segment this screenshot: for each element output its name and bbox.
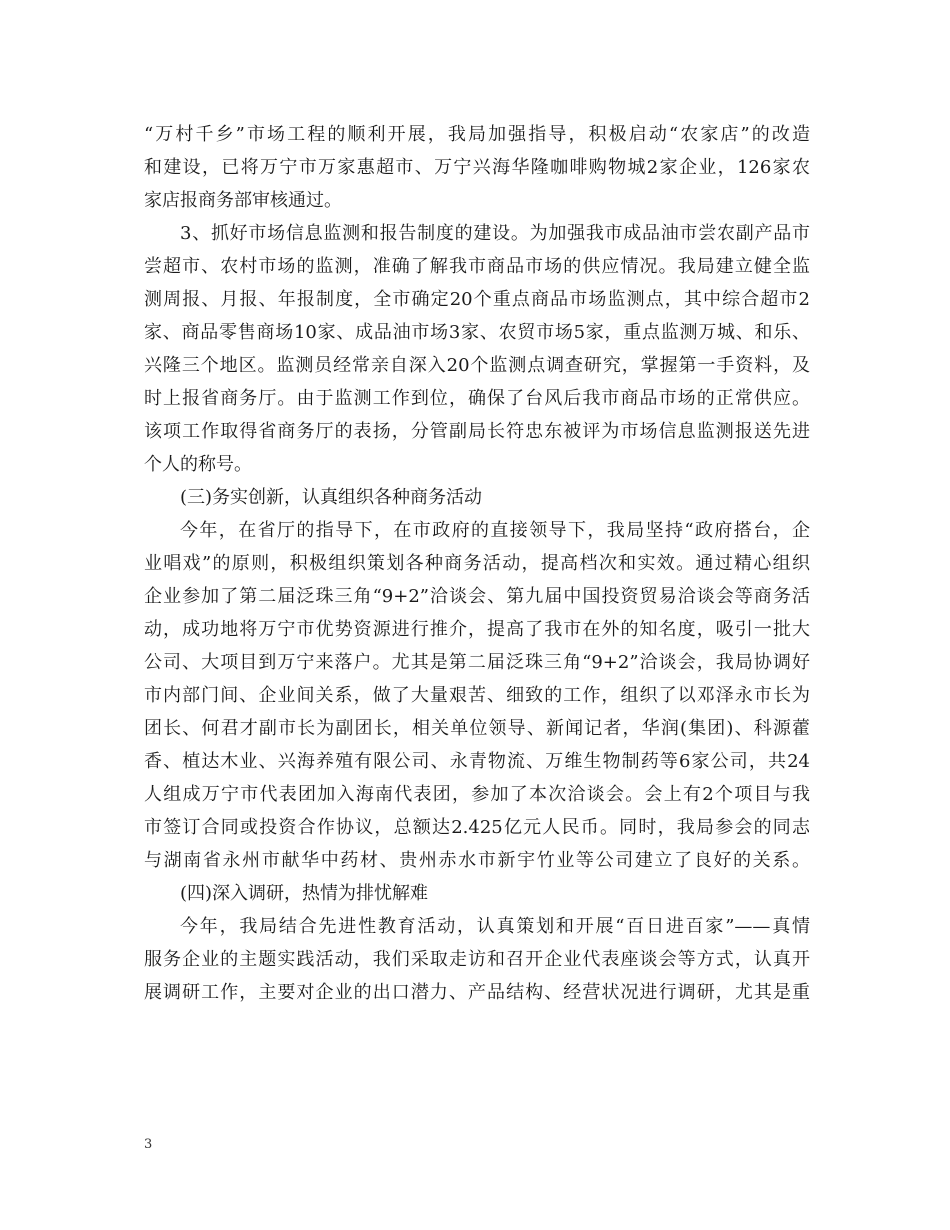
text-line: 展调研工作，主要对企业的出口潜力、产品结构、经营状况进行调研，尤其是重 bbox=[144, 982, 810, 1003]
document-body bbox=[144, 118, 810, 1009]
text-line: 市签订合同或投资合作协议，总额达2.425亿元人民币。同时，我局参会的同志 bbox=[144, 817, 810, 838]
text-line: 团长、何君才副市长为副团长，相关单位领导、新闻记者，华润(集团)、科源藿 bbox=[144, 718, 810, 739]
text-line: “万村千乡”市场工程的顺利开展，我局加强指导，积极启动“农家店”的改造 bbox=[144, 124, 810, 145]
text-line: 和建设，已将万宁市万家惠超市、万宁兴海华隆咖啡购物城2家企业，126家农 bbox=[144, 157, 810, 178]
text-line: 企业参加了第二届泛珠三角“9+2”洽谈会、第九届中国投资贸易洽谈会等商务活 bbox=[144, 586, 810, 607]
page-number: 3 bbox=[144, 1137, 153, 1152]
text-line: (三)务实创新，认真组织各种商务活动 bbox=[180, 487, 483, 508]
text-line: 今年，在省厅的指导下，在市政府的直接领导下，我局坚持“政府搭台，企 bbox=[180, 520, 810, 541]
text-line: 人组成万宁市代表团加入海南代表团，参加了本次洽谈会。会上有2个项目与我 bbox=[144, 784, 810, 805]
text-line: 个人的称号。 bbox=[144, 454, 252, 475]
text-line: 业唱戏”的原则，积极组织策划各种商务活动，提高档次和实效。通过精心组织 bbox=[144, 553, 810, 574]
text-line: 与湖南省永州市献华中药材、贵州赤水市新宇竹业等公司建立了良好的关系。 bbox=[144, 850, 810, 871]
text-line: 时上报省商务厅。由于监测工作到位，确保了台风后我市商品市场的正常供应。 bbox=[144, 388, 810, 409]
text-line: 兴隆三个地区。监测员经常亲自深入20个监测点调查研究，掌握第一手资料，及 bbox=[144, 355, 810, 376]
text-line: 尝超市、农村市场的监测，准确了解我市商品市场的供应情况。我局建立健全监 bbox=[144, 256, 810, 277]
text-line: 动，成功地将万宁市优势资源进行推介，提高了我市在外的知名度，吸引一批大 bbox=[144, 619, 810, 640]
text-line: 家、商品零售商场10家、成品油市场3家、农贸市场5家，重点监测万城、和乐、 bbox=[144, 322, 810, 343]
text-line: (四)深入调研，热情为排忧解难 bbox=[180, 883, 429, 904]
text-line: 服务企业的主题实践活动，我们采取走访和召开企业代表座谈会等方式，认真开 bbox=[144, 949, 810, 970]
text-line: 公司、大项目到万宁来落户。尤其是第二届泛珠三角“9+2”洽谈会，我局协调好 bbox=[144, 652, 810, 673]
text-line: 该项工作取得省商务厅的表扬，分管副局长符忠东被评为市场信息监测报送先进 bbox=[144, 421, 810, 442]
text-line: 市内部门间、企业间关系，做了大量艰苦、细致的工作，组织了以邓泽永市长为 bbox=[144, 685, 810, 706]
text-line: 家店报商务部审核通过。 bbox=[144, 190, 342, 211]
text-line: 香、植达木业、兴海养殖有限公司、永青物流、万维生物制药等6家公司，共24 bbox=[144, 751, 810, 772]
text-line: 今年，我局结合先进性教育活动，认真策划和开展“百日进百家”——真情 bbox=[180, 916, 810, 937]
text-line: 3、抓好市场信息监测和报告制度的建设。为加强我市成品油市尝农副产品市 bbox=[180, 223, 810, 244]
text-line: 测周报、月报、年报制度，全市确定20个重点商品市场监测点，其中综合超市2 bbox=[144, 289, 810, 310]
